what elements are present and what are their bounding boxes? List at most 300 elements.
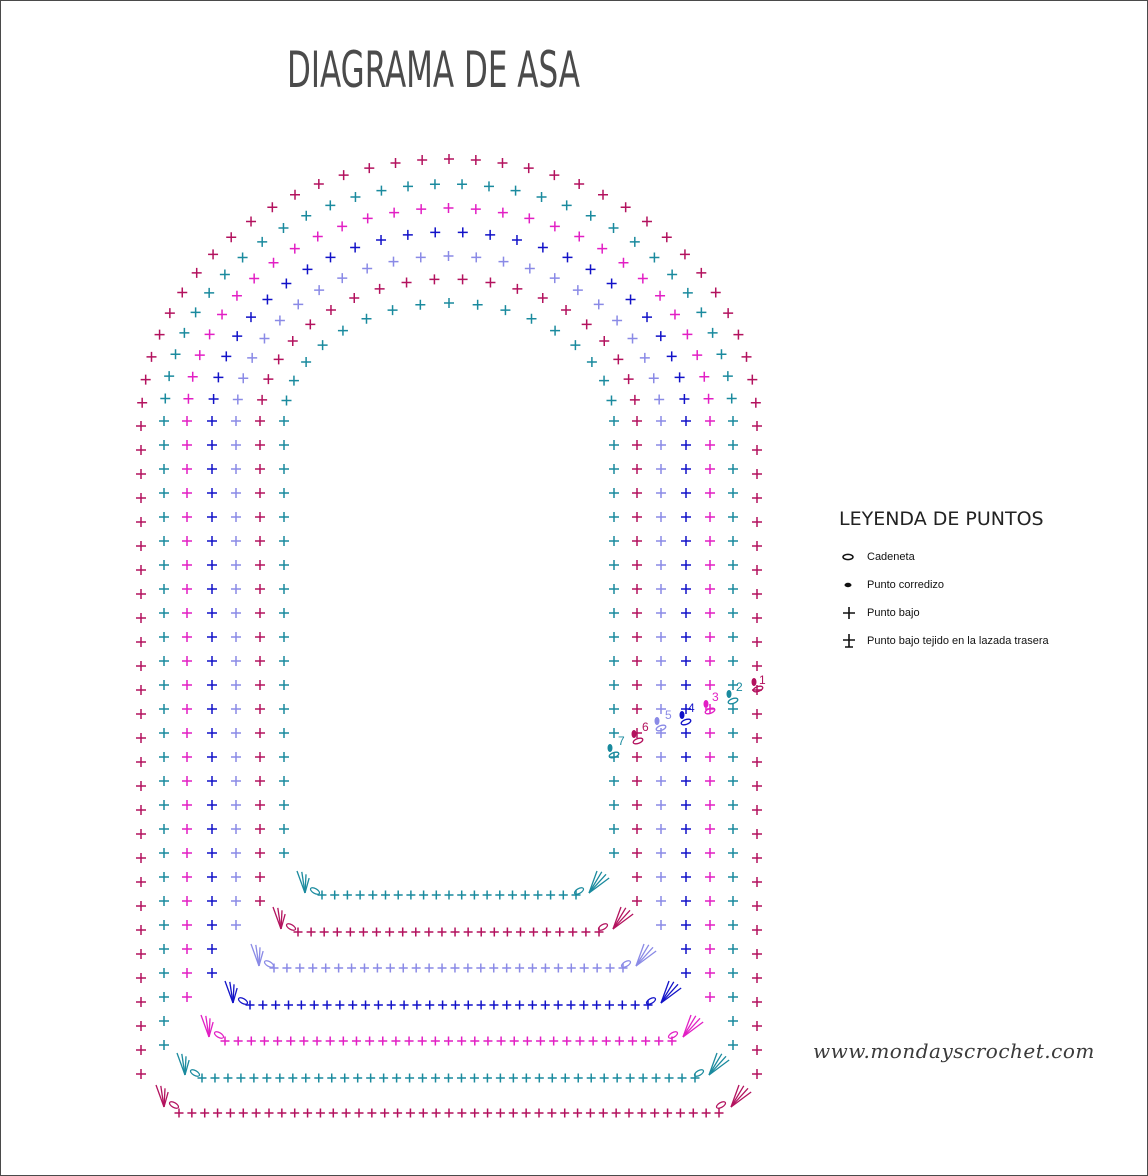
single-crochet-stitch (626, 295, 636, 305)
single-crochet-stitch (339, 170, 349, 180)
single-crochet-stitch (470, 1037, 479, 1046)
single-crochet-stitch (406, 1109, 415, 1118)
single-crochet-stitch (405, 1074, 414, 1083)
single-crochet-stitch (752, 637, 762, 647)
single-crochet-stitch (136, 733, 146, 743)
single-crochet-stitch (728, 536, 738, 546)
single-crochet-stitch (574, 1074, 583, 1083)
single-crochet-stitch (136, 877, 146, 887)
single-crochet-plus-icon (839, 602, 863, 624)
single-crochet-stitch (451, 1001, 460, 1010)
single-crochet-stitch (692, 350, 702, 360)
single-crochet-stitch (723, 371, 733, 381)
single-crochet-stitch (316, 1109, 325, 1118)
single-crochet-stitch (326, 1037, 335, 1046)
single-crochet-stitch (236, 1074, 245, 1083)
single-crochet-stitch (207, 944, 217, 954)
legend-item-back-loop (839, 628, 1049, 654)
single-crochet-stitch (705, 632, 715, 642)
back-loop-single-crochet-icon (839, 630, 863, 652)
single-crochet-stitch (400, 1001, 409, 1010)
single-crochet-stitch (233, 394, 243, 404)
corner-fan (177, 1053, 201, 1078)
single-crochet-stitch (425, 1001, 434, 1010)
single-crochet-stitch (182, 800, 192, 810)
single-crochet-stitch (681, 800, 691, 810)
single-crochet-stitch (546, 891, 555, 900)
single-crochet-stitch (279, 800, 289, 810)
single-crochet-stitch (255, 800, 265, 810)
single-crochet-stitch (249, 273, 259, 283)
single-crochet-stitch (279, 464, 289, 474)
single-crochet-stitch (347, 964, 356, 973)
single-crochet-stitch (179, 328, 189, 338)
single-crochet-stitch (451, 928, 460, 937)
single-crochet-stitch (159, 704, 169, 714)
single-crochet-stitch (231, 704, 241, 714)
single-crochet-stitch (656, 608, 666, 618)
single-crochet-stitch (654, 1037, 663, 1046)
single-crochet-stitch (605, 1001, 614, 1010)
single-crochet-stitch (238, 252, 248, 262)
single-crochet-stitch (681, 944, 691, 954)
single-crochet-stitch (609, 416, 619, 426)
single-crochet-stitch (609, 800, 619, 810)
single-crochet-stitch (560, 1109, 569, 1118)
single-crochet-stitch (310, 1001, 319, 1010)
single-crochet-stitch (632, 488, 642, 498)
single-crochet-stitch (502, 964, 511, 973)
single-crochet-stitch (625, 1109, 634, 1118)
single-crochet-stitch (208, 249, 218, 259)
single-crochet-stitch (275, 316, 285, 326)
single-crochet-stitch (260, 1037, 269, 1046)
single-crochet-stitch (579, 1001, 588, 1010)
single-crochet-stitch (136, 469, 146, 479)
single-crochet-stitch (679, 394, 689, 404)
single-crochet-stitch (632, 512, 642, 522)
single-crochet-stitch (231, 656, 241, 666)
single-crochet-stitch (705, 464, 715, 474)
single-crochet-stitch (207, 512, 217, 522)
single-crochet-stitch (182, 608, 192, 618)
single-crochet-stitch (632, 776, 642, 786)
single-crochet-stitch (277, 1109, 286, 1118)
single-crochet-stitch (609, 440, 619, 450)
single-crochet-stitch (632, 536, 642, 546)
single-crochet-stitch (498, 257, 508, 267)
single-crochet-stitch (502, 1001, 511, 1010)
single-crochet-stitch (182, 512, 192, 522)
single-crochet-stitch (323, 1001, 332, 1010)
single-crochet-stitch (705, 416, 715, 426)
single-crochet-stitch (262, 1074, 271, 1083)
single-crochet-stitch (681, 728, 691, 738)
single-crochet-stitch (681, 584, 691, 594)
single-crochet-stitch (326, 252, 336, 262)
single-crochet-stitch (471, 252, 481, 262)
single-crochet-stitch (255, 440, 265, 450)
single-crochet-stitch (681, 536, 691, 546)
single-crochet-stitch (548, 1074, 557, 1083)
single-crochet-stitch (187, 1109, 196, 1118)
single-crochet-stitch (640, 353, 650, 363)
single-crochet-stitch (573, 1109, 582, 1118)
single-crochet-stitch (626, 1074, 635, 1083)
single-crochet-stitch (705, 872, 715, 882)
single-crochet-stitch (159, 416, 169, 426)
single-crochet-stitch (613, 1074, 622, 1083)
single-crochet-stitch (533, 891, 542, 900)
single-crochet-stitch (606, 964, 615, 973)
single-crochet-stitch (279, 728, 289, 738)
single-crochet-stitch (379, 1074, 388, 1083)
single-crochet-stitch (258, 1001, 267, 1010)
single-crochet-stitch (136, 613, 146, 623)
single-crochet-stitch (363, 213, 373, 223)
single-crochet-stitch (217, 310, 227, 320)
single-crochet-stitch (307, 928, 316, 937)
single-crochet-stitch (630, 237, 640, 247)
single-crochet-stitch (656, 872, 666, 882)
single-crochet-stitch (522, 1074, 531, 1083)
single-crochet-stitch (609, 704, 619, 714)
single-crochet-stitch (477, 928, 486, 937)
single-crochet-stitch (559, 891, 568, 900)
single-crochet-stitch (136, 925, 146, 935)
single-crochet-stitch (188, 372, 198, 382)
single-crochet-stitch (278, 223, 288, 233)
single-crochet-stitch (182, 944, 192, 954)
round-number-label: 7 (618, 734, 625, 748)
round-1 (136, 154, 766, 1118)
single-crochet-stitch (159, 752, 169, 762)
single-crochet-stitch (752, 469, 762, 479)
single-crochet-stitch (136, 973, 146, 983)
single-crochet-stitch (279, 680, 289, 690)
single-crochet-stitch (231, 632, 241, 642)
single-crochet-stitch (696, 268, 706, 278)
single-crochet-stitch (365, 1037, 374, 1046)
single-crochet-stitch (618, 1001, 627, 1010)
single-crochet-stitch (385, 928, 394, 937)
single-crochet-stitch (279, 848, 289, 858)
single-crochet-stitch (159, 536, 169, 546)
single-crochet-stitch (360, 964, 369, 973)
single-crochet-stitch (485, 278, 495, 288)
single-crochet-stitch (656, 824, 666, 834)
single-crochet-stitch (689, 1109, 698, 1118)
single-crochet-stitch (489, 1001, 498, 1010)
single-crochet-stitch (656, 536, 666, 546)
single-crochet-stitch (255, 896, 265, 906)
single-crochet-stitch (656, 416, 666, 426)
single-crochet-stitch (136, 493, 146, 503)
single-crochet-stitch (207, 896, 217, 906)
single-crochet-stitch (136, 853, 146, 863)
single-crochet-stitch (255, 704, 265, 714)
single-crochet-stitch (641, 1037, 650, 1046)
single-crochet-stitch (362, 264, 372, 274)
single-crochet-stitch (445, 891, 454, 900)
single-crochet-stitch (301, 1074, 310, 1083)
single-crochet-stitch (683, 288, 693, 298)
single-crochet-stitch (470, 891, 479, 900)
single-crochet-stitch (257, 237, 267, 247)
single-crochet-stitch (511, 186, 521, 196)
single-crochet-stitch (204, 288, 214, 298)
single-crochet-stitch (450, 964, 459, 973)
single-crochet-stitch (549, 170, 559, 180)
single-crochet-stitch (708, 328, 718, 338)
single-crochet-stitch (362, 314, 372, 324)
corner-fan (645, 981, 681, 1006)
single-crochet-stitch (497, 1037, 506, 1046)
single-crochet-stitch (415, 300, 425, 310)
single-crochet-stitch (207, 488, 217, 498)
single-crochet-stitch (137, 398, 147, 408)
single-crochet-stitch (279, 584, 289, 594)
single-crochet-stitch (656, 560, 666, 570)
single-crochet-stitch (182, 416, 192, 426)
single-crochet-stitch (207, 632, 217, 642)
single-crochet-stitch (146, 352, 156, 362)
single-crochet-stitch (200, 1109, 209, 1118)
single-crochet-stitch (609, 536, 619, 546)
single-crochet-stitch (207, 656, 217, 666)
single-crochet-stitch (279, 512, 289, 522)
single-crochet-stitch (632, 872, 642, 882)
single-crochet-stitch (198, 1074, 207, 1083)
single-crochet-stitch (752, 733, 762, 743)
single-crochet-stitch (231, 872, 241, 882)
single-crochet-stitch (497, 158, 507, 168)
single-crochet-stitch (335, 1001, 344, 1010)
single-crochet-stitch (445, 1109, 454, 1118)
single-crochet-stitch (159, 1040, 169, 1050)
single-crochet-stitch (252, 1109, 261, 1118)
single-crochet-stitch (705, 584, 715, 594)
single-crochet-stitch (182, 440, 192, 450)
single-crochet-stitch (373, 964, 382, 973)
single-crochet-stitch (483, 1037, 492, 1046)
single-crochet-stitch (444, 1037, 453, 1046)
single-crochet-stitch (288, 336, 298, 346)
single-crochet-stitch (632, 464, 642, 474)
round-5 (231, 251, 672, 973)
single-crochet-stitch (279, 776, 289, 786)
single-crochet-stitch (207, 584, 217, 594)
corner-fan (156, 1085, 180, 1110)
single-crochet-stitch (471, 155, 481, 165)
single-crochet-stitch (752, 805, 762, 815)
single-crochet-stitch (728, 848, 738, 858)
corner-fan (715, 1085, 751, 1110)
single-crochet-stitch (521, 891, 530, 900)
single-crochet-stitch (728, 656, 738, 666)
single-crochet-stitch (255, 608, 265, 618)
single-crochet-stitch (705, 776, 715, 786)
single-crochet-stitch (255, 680, 265, 690)
single-crochet-stitch (728, 992, 738, 1002)
round-2 (159, 179, 743, 1082)
chain-marker (632, 737, 643, 745)
single-crochet-stitch (599, 336, 609, 346)
single-crochet-stitch (612, 316, 622, 326)
single-crochet-stitch (733, 330, 743, 340)
single-crochet-stitch (213, 372, 223, 382)
single-crochet-stitch (561, 305, 571, 315)
single-crochet-stitch (681, 824, 691, 834)
round-7 (279, 298, 625, 900)
single-crochet-stitch (432, 1109, 441, 1118)
single-crochet-stitch (609, 512, 619, 522)
single-crochet-stitch (209, 394, 219, 404)
single-crochet-stitch (159, 848, 169, 858)
single-crochet-stitch (609, 488, 619, 498)
round-number-label: 3 (712, 690, 719, 704)
single-crochet-stitch (632, 416, 642, 426)
single-crochet-stitch (728, 920, 738, 930)
single-crochet-stitch (159, 824, 169, 834)
single-crochet-stitch (329, 1109, 338, 1118)
single-crochet-stitch (728, 944, 738, 954)
single-crochet-stitch (751, 398, 761, 408)
single-crochet-stitch (705, 512, 715, 522)
single-crochet-stitch (255, 824, 265, 834)
single-crochet-stitch (682, 329, 692, 339)
single-crochet-stitch (231, 488, 241, 498)
single-crochet-stitch (525, 264, 535, 274)
single-crochet-stitch (159, 632, 169, 642)
single-crochet-stitch (458, 227, 468, 237)
single-crochet-stitch (681, 440, 691, 450)
single-crochet-stitch (464, 928, 473, 937)
single-crochet-stitch (656, 512, 666, 522)
single-crochet-stitch (376, 186, 386, 196)
single-crochet-stitch (412, 964, 421, 973)
corner-fan (620, 944, 656, 969)
single-crochet-stitch (210, 1074, 219, 1083)
single-crochet-stitch (538, 242, 548, 252)
single-crochet-stitch (136, 805, 146, 815)
single-crochet-stitch (752, 493, 762, 503)
single-crochet-stitch (207, 464, 217, 474)
single-crochet-stitch (159, 656, 169, 666)
single-crochet-stitch (594, 299, 604, 309)
legend-label-single-crochet: Punto bajo (867, 607, 920, 619)
single-crochet-stitch (182, 704, 192, 714)
single-crochet-stitch (340, 1074, 349, 1083)
single-crochet-stitch (457, 1037, 466, 1046)
single-crochet-stitch (279, 488, 289, 498)
single-crochet-stitch (432, 891, 441, 900)
single-crochet-stitch (656, 331, 666, 341)
single-crochet-stitch (271, 1001, 280, 1010)
single-crochet-stitch (321, 964, 330, 973)
single-crochet-stitch (528, 1001, 537, 1010)
single-crochet-stitch (728, 896, 738, 906)
single-crochet-stitch (681, 896, 691, 906)
single-crochet-stitch (326, 305, 336, 315)
single-crochet-stitch (274, 354, 284, 364)
single-crochet-stitch (632, 896, 642, 906)
single-crochet-stitch (599, 376, 609, 386)
single-crochet-stitch (255, 656, 265, 666)
single-crochet-stitch (457, 1109, 466, 1118)
single-crochet-stitch (495, 891, 504, 900)
single-crochet-stitch (136, 517, 146, 527)
single-crochet-stitch (238, 373, 248, 383)
single-crochet-stitch (231, 776, 241, 786)
chain-marker (727, 697, 738, 705)
single-crochet-stitch (662, 232, 672, 242)
slip-stitch-marker (655, 717, 660, 725)
single-crochet-stitch (728, 872, 738, 882)
single-crochet-stitch (159, 608, 169, 618)
single-crochet-stitch (330, 891, 339, 900)
single-crochet-stitch (136, 997, 146, 1007)
single-crochet-stitch (207, 440, 217, 450)
single-crochet-stitch (444, 1074, 453, 1083)
single-crochet-stitch (699, 372, 709, 382)
single-crochet-stitch (182, 536, 192, 546)
single-crochet-stitch (231, 416, 241, 426)
single-crochet-stitch (207, 728, 217, 738)
single-crochet-stitch (483, 891, 492, 900)
corner-fan (573, 871, 609, 896)
single-crochet-stitch (537, 192, 547, 202)
single-crochet-stitch (752, 1045, 762, 1055)
single-crochet-stitch (255, 752, 265, 762)
round-number-label: 4 (688, 701, 695, 715)
single-crochet-stitch (649, 252, 659, 262)
single-crochet-stitch (527, 314, 537, 324)
single-crochet-stitch (728, 584, 738, 594)
single-crochet-stitch (289, 376, 299, 386)
single-crochet-stitch (239, 1109, 248, 1118)
single-crochet-stitch (598, 190, 608, 200)
single-crochet-stitch (136, 637, 146, 647)
single-crochet-stitch (509, 1109, 518, 1118)
single-crochet-stitch (417, 155, 427, 165)
single-crochet-stitch (637, 1109, 646, 1118)
single-crochet-stitch (484, 181, 494, 191)
single-crochet-stitch (299, 1037, 308, 1046)
single-crochet-stitch (702, 1109, 711, 1118)
single-crochet-stitch (255, 776, 265, 786)
single-crochet-stitch (575, 1037, 584, 1046)
single-crochet-stitch (314, 285, 324, 295)
single-crochet-stitch (752, 661, 762, 671)
single-crochet-stitch (355, 1109, 364, 1118)
single-crochet-stitch (425, 964, 434, 973)
single-crochet-stitch (418, 1037, 427, 1046)
single-crochet-stitch (599, 1109, 608, 1118)
single-crochet-stitch (752, 877, 762, 887)
single-crochet-stitch (159, 872, 169, 882)
single-crochet-stitch (281, 279, 291, 289)
single-crochet-stitch (515, 1001, 524, 1010)
single-crochet-stitch (207, 800, 217, 810)
single-crochet-stitch (515, 964, 524, 973)
single-crochet-stitch (747, 375, 757, 385)
single-crochet-stitch (632, 440, 642, 450)
single-crochet-stitch (566, 1001, 575, 1010)
slip-stitch-marker (608, 744, 613, 752)
single-crochet-stitch (586, 1109, 595, 1118)
slip-stitch-marker (632, 730, 637, 738)
